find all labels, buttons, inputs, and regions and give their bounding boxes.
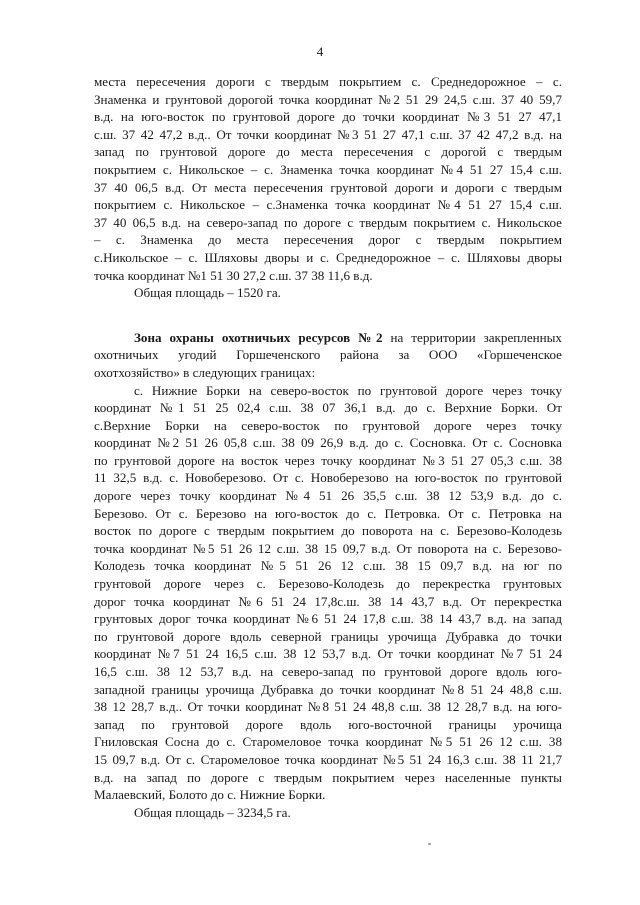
text-line: точка координат №1 51 30 27,2 с.ш. 37 38 11,6 в.д. — [94, 267, 373, 283]
zone2-total-area: Общая площадь – 3234,5 га. — [134, 804, 291, 820]
page-number: 4 — [316, 44, 324, 59]
text-line: 15 09,7 в.д. От с. Старомеловое точка координат №5 51 24 16,3 с.ш. 38 11 21,7 — [94, 751, 562, 767]
text-line: Колодезь точка координат №5 51 26 12 с.ш. 38 15 09,7 в.д. на юг по — [94, 558, 562, 574]
zone2-heading — [94, 329, 562, 347]
text-line: по грунтовой дороге вдоль северной границы урочища Дубравка до точки — [94, 628, 562, 644]
zone2-heading-bold: Зона охраны охотничьих ресурсов №2 — [134, 329, 383, 345]
text-line: западной границы урочища Дубравка до точки координат №8 51 24 48,8 с.ш. — [94, 681, 562, 697]
text-line: Малаевский, Болото до с. Нижние Борки. — [94, 787, 326, 803]
text-line: охотхозяйство» в следующих границах: — [94, 364, 316, 380]
text-line: 37 40 06,5 в.д. От места пересечения грунтовой дороги и дороги с твердым — [94, 179, 562, 195]
text-line: координат №7 51 24 16,5 с.ш. 38 12 53,7 в.д. От точки координат №7 51 24 — [94, 646, 562, 662]
text-line: дорог точка координат №6 51 24 17,8с.ш. 38 14 43,7 в.д. От перекрестка — [94, 593, 562, 609]
text-line: точка координат №5 51 26 12 с.ш. 38 15 09,7 в.д. От поворота на с. Березово- — [94, 540, 562, 556]
text-line: Березово. От с. Березово на юго-восток до с. Петровка. От с. Петровка на — [94, 505, 562, 521]
paragraph-gap — [94, 302, 562, 329]
text-line: – с. Знаменка до места пересечения дорог с твердым покрытием — [94, 232, 562, 248]
text-line: в.д. на юго-восток по грунтовой дороге до точки координат №3 51 27 47,1 — [94, 109, 562, 125]
text-line: с.Никольское – с. Шляховы дворы и с. Среднедорожное – с. Шляховы дворы — [94, 249, 562, 265]
text-line: с.Верхние Борки на северо-восток по грунтовой дороге через точку — [94, 417, 562, 433]
text-line: 11 32,5 в.д. с. Новоберезово. От с. Новоберезово на юго-восток по грунтовой — [94, 470, 562, 486]
text-line: охотничьих угодий Горшеченского района за ООО «Горшеченское — [94, 347, 562, 363]
zone1-total-area: Общая площадь – 1520 га. — [134, 285, 281, 301]
text-line: грунтовой дороге через с. Березово-Колодезь до перекрестка грунтовых — [94, 576, 562, 592]
scan-artifact — [428, 843, 431, 845]
text-line: по грунтовой дороге на восток через точку координат №3 51 27 05,3 с.ш. 38 — [94, 452, 562, 468]
text-line: с.ш. 37 42 47,2 в.д.. От точки координат №3 51 27 47,1 с.ш. 37 42 47,2 в.д. на — [94, 126, 562, 142]
text-line: грунтовых дорог точка координат №6 51 24 17,8 с.ш. 38 14 43,7 в.д. на запад — [94, 611, 562, 627]
document-body — [94, 73, 562, 821]
text-line: 38 12 28,7 в.д.. От точки координат №8 51 24 48,8 с.ш. 38 12 28,7 в.д. на юго- — [94, 699, 562, 715]
text-line: с. Нижние Борки на северо-восток по грунтовой дороге через точку — [134, 382, 562, 398]
text-line: запад по грунтовой дороге вдоль юго-восточной границы урочища — [94, 716, 562, 732]
text-line: покрытием с. Никольское – с. Знаменка точка координат №4 51 27 15,4 с.ш. — [94, 161, 562, 177]
text-line: дороге через точку координат №4 51 26 35,5 с.ш. 38 12 53,9 в.д. до с. — [94, 488, 562, 504]
text-line: места пересечения дороги с твердым покрытием с. Среднедорожное – с. — [94, 74, 562, 89]
zone2-section — [94, 329, 562, 822]
zone2-heading-rest: на территории закрепленных — [382, 329, 562, 345]
text-line: запад по грунтовой дороге до места пересечения с дорогой с твердым — [94, 144, 562, 160]
text-line: 37 40 06,5 в.д. на северо-запад по дороге с твердым покрытием с. Никольское — [94, 214, 562, 230]
text-line: в.д. на запад по дороге с твердым покрытием через населенные пункты — [94, 769, 562, 785]
text-line: координат №1 51 25 02,4 с.ш. 38 07 36,1 в.д. до с. Верхние Борки. От — [94, 400, 562, 416]
text-line: восток по дороге с твердым покрытием до поворота на с. Березово-Колодезь — [94, 523, 562, 539]
zone1-description — [94, 73, 562, 302]
text-line: 16,5 с.ш. 38 12 53,7 в.д. на северо-запад по грунтовой дороге вдоль юго- — [94, 664, 562, 679]
text-line: Знаменка и грунтовой дорогой точка координат №2 51 29 24,5 с.ш. 37 40 59,7 — [94, 91, 562, 107]
text-line: Гниловская Сосна до с. Старомеловое точка координат №5 51 26 12 с.ш. 38 — [94, 734, 562, 750]
text-line: покрытием с. Никольское – с.Знаменка точка координат №4 51 27 15,4 с.ш. — [94, 197, 562, 213]
text-line: координат №2 51 26 05,8 с.ш. 38 09 26,9 в.д. до с. Сосновка. От с. Сосновка — [94, 435, 562, 451]
